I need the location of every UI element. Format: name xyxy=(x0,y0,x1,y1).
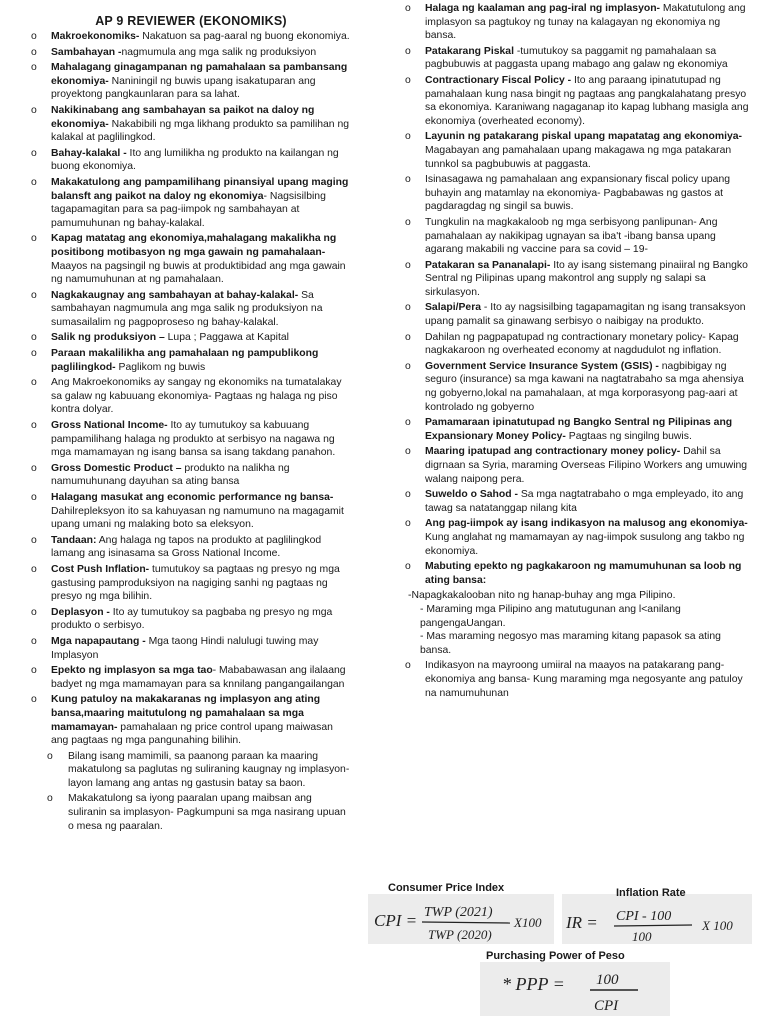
item-text: Sa sambahayan nagmumula ang mga salik ng produksiyon na sumasailalim ng pagpoproseso ng bahay-kalakal. xyxy=(51,289,323,328)
item-text: Makakatulong sa iyong paaralan upang maibsan ang suliranin sa implasyon- Pagkumpuni sa mga nasirang upuan o mesa ng paaralan. xyxy=(68,793,346,832)
item-text: Pagtaas ng singilng buwis. xyxy=(565,430,692,442)
cpi-multiplier: X100 xyxy=(514,915,542,930)
ir-numerator: CPI - 100 xyxy=(616,909,672,924)
item-term: Cost Push Inflation- xyxy=(51,563,150,575)
cpi-lhs: CPI = xyxy=(374,911,418,930)
item-term: Paraan makalilikha ang pamahalaan ng pampublikong paglilingkod- xyxy=(51,348,319,373)
item-text: Dahilan ng pagpapatupad ng contractionary monetary policy- Kapag nagkakaroon ng overheated economy at nagdudulot ng inflation. xyxy=(425,331,739,357)
item-text: produkto na nalikha ng namumuhunang dayuhan sa ating bansa xyxy=(51,462,290,488)
ir-fraction-bar xyxy=(614,925,692,926)
bullet-icon: o xyxy=(405,561,411,573)
investment-effects-list xyxy=(404,589,750,657)
item-term: Halaga ng kaalaman ang pag-iral ng implasyon- xyxy=(425,3,661,14)
list-item xyxy=(404,74,750,128)
bullet-icon: o xyxy=(31,462,37,474)
list-item xyxy=(30,376,352,417)
dash-item: - Mas maraming negosyo mas maraming kitang papasok sa ating bansa. xyxy=(420,631,721,656)
formula-area xyxy=(368,880,758,1020)
bullet-icon: o xyxy=(31,534,37,546)
ir-multiplier: X 100 xyxy=(702,918,733,933)
list-item xyxy=(404,45,750,72)
list-item xyxy=(404,360,750,414)
cpi-denominator: TWP (2020) xyxy=(428,927,492,942)
item-text: Isinasagawa ng pamahalaan ang expansionary fiscal policy upang buhayin ang matamlay na ekonomiya- Pagbabawas ng gastos at pagdaragdag ng singil sa buwis. xyxy=(425,174,730,213)
item-term: Pamamaraan ipinatutupad ng Bangko Sentral ng Pilipinas ang Expansionary Money Policy- xyxy=(425,417,733,442)
list-item xyxy=(30,664,352,691)
list-item xyxy=(30,750,352,791)
ir-lhs: IR = xyxy=(566,913,598,932)
item-term: Salapi/Pera xyxy=(425,302,482,314)
bullet-icon: o xyxy=(405,45,411,57)
ppp-denominator: CPI xyxy=(594,998,619,1014)
item-text: Makatutulong ang implasyon sa pagtukoy ng tunay na kalagayan ng ekonomiya ng bansa. xyxy=(425,3,746,42)
bullet-icon: o xyxy=(405,360,411,372)
item-term: Kapag matatag ang ekonomiya,mahalagang makalikha ng positibong motibasyon ng mga gawain ng pamahalaan- xyxy=(51,233,337,258)
right-column xyxy=(404,2,750,702)
bullet-icon: o xyxy=(47,793,53,805)
item-text: Ito ay isang sistemang pinaiiral ng Bangko Sentral ng Pilipinas upang makontrol ang supply ng salapi sa sirkulasyon. xyxy=(425,259,748,298)
item-text: nagbibigay ng seguro (insurance) sa mga kawani na nagtatrabaho sa mga ahensiya ng gobyerno,lokal na pamahalaan, at mga korporasyong pag-aari at kontrolado ng gobyerno xyxy=(425,360,744,413)
ir-handwritten-formula xyxy=(562,894,752,944)
right-last-list xyxy=(404,659,750,700)
bullet-icon: o xyxy=(405,174,411,186)
item-term: Makakatulong ang pampamilihang pinansiyal upang maging balansft ang paikot na daloy ng ekonomiya xyxy=(51,176,349,202)
item-term: Gross Domestic Product – xyxy=(51,462,185,474)
item-text: tumutukoy sa pagtaas ng presyo ng mga gastusing pamproduksiyon na nagiging sanhi ng pagtaas ng presyo ng mga bilihin. xyxy=(51,563,340,603)
item-term: Mahalagang ginagampanan ng pamahalaan sa pambansang ekonomiya- xyxy=(51,62,348,87)
item-term: Makroekonomiks- xyxy=(51,31,140,42)
list-item xyxy=(30,635,352,662)
bullet-icon: o xyxy=(405,660,411,672)
bullet-icon: o xyxy=(31,233,37,245)
item-text: Sa mga nagtatrabaho o mga empleyado, ito ang tawag sa natatanggap nilang kita xyxy=(425,489,744,514)
list-item xyxy=(30,462,352,489)
item-text: Ito ang lumilikha ng produkto na kailangan ng buong ekonomiya. xyxy=(51,147,339,173)
list-item xyxy=(404,659,750,700)
item-term: Sambahayan - xyxy=(51,46,122,58)
item-text: Magabayan ang pamahalaan upang makagawa ng mga patakaran tunnkol sa pagbubuwis at paggasta. xyxy=(425,144,732,170)
item-term: Halagang masukat ang economic performance ng bansa- xyxy=(51,492,334,503)
list-item xyxy=(404,259,750,300)
bullet-icon: o xyxy=(405,417,411,429)
item-text: Kung anglahat ng mamamayan ay nag-iimpok susulong ang takbo ng ekonomiya. xyxy=(425,531,745,557)
item-term: Mga napapautang - xyxy=(51,635,146,647)
item-term: Salik ng produksiyon – xyxy=(51,332,168,344)
item-text: Dahil sa digrnaan sa Syria, maraming Overseas Filipino Workers ang umuwing walang naipong pera. xyxy=(425,446,748,485)
list-item xyxy=(30,419,352,460)
item-text: Ito ay tumutukoy sa kabuuang pampamilihang halaga ng produkto at serbisyo na nagawa ng mga mamamayan ng isang bansa sa isang takdang panahon. xyxy=(51,420,336,459)
bullet-icon: o xyxy=(405,302,411,314)
item-text: - Ito ay nagsisilbing tagapamagitan ng isang transaksyon upang pamalit sa ginawang serbisyo o naibigay na produkto. xyxy=(425,302,746,328)
cpi-label: Consumer Price Index xyxy=(388,882,505,894)
item-text: Ito ay tumutukoy sa pagbaba ng presyo ng mga produkto o serbisyo. xyxy=(51,606,333,632)
inflation-rate-label: Inflation Rate xyxy=(616,887,686,899)
list-item xyxy=(30,176,352,230)
left-bullet-list xyxy=(30,30,352,833)
bullet-icon: o xyxy=(405,331,411,343)
ppp-formula xyxy=(480,950,670,1016)
list-item xyxy=(404,301,750,328)
bullet-icon: o xyxy=(31,147,37,159)
item-term: Government Service Insurance System (GSIS) - xyxy=(425,360,659,372)
item-text: Nakatuon sa pag-aaral ng buong ekonomiya. xyxy=(139,31,350,42)
list-item xyxy=(404,130,750,171)
item-term: Maaring ipatupad ang contractionary money policy- xyxy=(425,446,681,458)
list-item xyxy=(30,347,352,374)
item-text: Ang Makroekonomiks ay sangay ng ekonomiks na tumatalakay sa galaw ng kabuuang ekonomiya- Pagtaas ng halaga ng piso kontra dolyar. xyxy=(51,377,342,416)
list-item xyxy=(30,46,352,60)
bullet-icon: o xyxy=(31,606,37,618)
page-title: AP 9 REVIEWER (EKONOMIKS) xyxy=(95,14,287,28)
list-item xyxy=(404,560,750,587)
inflation-rate-formula xyxy=(562,887,752,944)
ppp-label: Purchasing Power of Peso xyxy=(486,950,625,962)
list-item xyxy=(30,61,352,102)
item-text: Indikasyon na mayroong umiiral na maayos na patakarang pang-ekonomiya ang bansa- Kung maraming mga negosyante ang patuloy na namumuhunan xyxy=(425,660,743,699)
bullet-icon: o xyxy=(31,665,37,677)
bullet-icon: o xyxy=(405,259,411,271)
list-item xyxy=(30,104,352,145)
bullet-icon: o xyxy=(405,489,411,501)
item-term: Suweldo o Sahod - xyxy=(425,489,518,501)
bullet-icon: o xyxy=(31,332,37,344)
list-item xyxy=(30,563,352,604)
bullet-icon: o xyxy=(405,131,411,143)
item-text: Mga taong Hindi nalulugi tuwing may Implasyon xyxy=(51,635,319,661)
item-text: Lupa ; Paggawa at Kapital xyxy=(167,332,289,344)
cpi-fraction-bar xyxy=(422,922,510,923)
item-text: pamahalaan ng price control upang maiwasan ang pagtaas ng mga pangunahing bilihin. xyxy=(51,721,333,747)
bullet-icon: o xyxy=(31,694,37,706)
bullet-icon: o xyxy=(31,420,37,432)
list-item xyxy=(404,445,750,486)
list-item xyxy=(30,792,352,833)
right-bullet-list xyxy=(404,2,750,587)
item-term: Ang pag-iimpok ay isang indikasyon na malusog ang ekonomiya- xyxy=(425,518,748,530)
bullet-icon: o xyxy=(405,3,411,14)
bullet-icon: o xyxy=(31,62,37,74)
item-term: Kung patuloy na makakaranas ng implasyon ang ating bansa,maaring maitutulong ng pamahalaan sa mga mamamayan- xyxy=(51,694,321,733)
item-text: Dahilrepleksyon ito sa kahuyasan ng namumuno na magagamit upang umani ng malaking boto sa eleksyon. xyxy=(51,505,344,531)
list-item xyxy=(30,30,352,44)
dash-item: - Maraming mga Pilipino ang matutugunan ang l<anilang pangengaUangan. xyxy=(420,603,681,629)
item-text: Ito ang paraang ipinatutupad ng pamahalaan kung nasa bingit ng pagtaas ang pangkalahatang presyo sa ekonomiya. Karaniwang nagaganap ito kapag lubhang masigla ang ekonomiya (overheated economy). xyxy=(425,74,749,127)
bullet-icon: o xyxy=(405,446,411,458)
bullet-icon: o xyxy=(31,31,37,42)
item-text: Bilang isang mamimili, sa paanong paraan ka maaring makatulong sa paglutas ng suliraning kaugnay ng implasyon- layon lamang ang antas ng gastusin batay sa baon. xyxy=(68,750,350,789)
item-term: Deplasyon - xyxy=(51,606,110,618)
list-item xyxy=(30,534,352,561)
bullet-icon: o xyxy=(31,46,37,58)
bullet-icon: o xyxy=(405,518,411,530)
list-item xyxy=(404,488,750,515)
item-text: - Nagsisilbing tagapamagitan para sa pag-iimpok ng sambahayan at pamumuhunan ng bahay-kalakal. xyxy=(51,190,326,229)
item-text: nagmumula ang mga salik ng produksiyon xyxy=(121,46,317,58)
list-item xyxy=(30,289,352,330)
ppp-lhs: * PPP = xyxy=(502,974,565,994)
bullet-icon: o xyxy=(31,563,37,575)
dash-item: -Napagkakalooban nito ng hanap-buhay ang mga Pilipino. xyxy=(408,590,676,602)
item-term: Tandaan: xyxy=(51,534,97,546)
cpi-handwritten-formula xyxy=(368,894,554,944)
list-item xyxy=(30,491,352,532)
bullet-icon: o xyxy=(405,216,411,228)
item-term: Nagkakaugnay ang sambahayan at bahay-kalakal- xyxy=(51,289,302,301)
item-text: -tumutukoy sa paggamit ng pamahalaan sa pagbubuwis at paggasta upang mabago ang galaw ng ekonomiya xyxy=(425,45,728,71)
list-item xyxy=(30,147,352,174)
list-item xyxy=(404,2,750,43)
bullet-icon: o xyxy=(31,104,37,116)
item-term: Mabuting epekto ng pagkakaroon ng mamumuhunan sa loob ng ating bansa: xyxy=(425,561,742,586)
item-text: Tungkulin na magkakaloob ng mga serbisyong panlipunan- Ang pamahalaan ay nakikipag ugnayan sa iba't -ibang bansa upang agarang makabili ng vaccine para sa covid – 19- xyxy=(425,216,718,256)
bullet-icon: o xyxy=(31,176,37,188)
list-item xyxy=(30,331,352,345)
list-item xyxy=(404,216,750,257)
list-item xyxy=(30,606,352,633)
bullet-icon: o xyxy=(31,492,37,503)
list-item xyxy=(404,331,750,358)
list-item xyxy=(30,693,352,747)
item-text: Naniningil ng buwis upang isakatuparan ang proyektong pangkaunlaran para sa lahat. xyxy=(51,75,316,101)
cpi-formula xyxy=(368,882,554,944)
item-text: Paglikom ng buwis xyxy=(115,361,206,373)
item-term: Patakarang Piskal xyxy=(425,45,514,57)
item-term: Bahay-kalakal - xyxy=(51,147,127,159)
item-term: Nakikinabang ang sambahayan sa paikot na daloy ng ekonomiya- xyxy=(51,104,315,130)
item-term: Gross National Income- xyxy=(51,420,168,432)
ppp-numerator: 100 xyxy=(596,972,619,988)
ppp-handwritten-formula xyxy=(480,962,670,1016)
list-item xyxy=(404,173,750,214)
item-term: Contractionary Fiscal Policy - xyxy=(425,74,574,86)
item-text: - Mababawasan ang ilalaang badyet ng mga mamamayan para sa knnilang pangangailangan xyxy=(51,665,346,690)
bullet-icon: o xyxy=(31,635,37,647)
cpi-numerator: TWP (2021) xyxy=(424,905,493,920)
item-text: Maayos na pagsingil ng buwis at produktibidad ang mga gawain ng namumuhunan at ng pamahalaan. xyxy=(51,260,346,286)
list-item xyxy=(404,416,750,443)
item-term: Epekto ng implasyon sa mga tao xyxy=(51,665,213,677)
item-term: Patakaran sa Pananalapi- xyxy=(425,259,551,271)
item-text: Ang halaga ng tapos na produkto at paglilingkod lamang ang isinasama sa Gross National Income. xyxy=(51,534,322,560)
bullet-icon: o xyxy=(31,377,37,389)
bullet-icon: o xyxy=(31,289,37,301)
item-term: Layunin ng patakarang piskal upang mapatatag ang ekonomiya- xyxy=(425,131,742,143)
item-text: Nakabibili ng mga likhang produkto sa pamilihan ng kalakal at paglilingkod. xyxy=(51,118,350,144)
bullet-icon: o xyxy=(405,74,411,86)
list-item xyxy=(30,232,352,286)
bullet-icon: o xyxy=(47,750,53,762)
ir-denominator: 100 xyxy=(632,929,652,944)
left-column xyxy=(30,14,352,835)
bullet-icon: o xyxy=(31,348,37,360)
list-item xyxy=(404,517,750,558)
